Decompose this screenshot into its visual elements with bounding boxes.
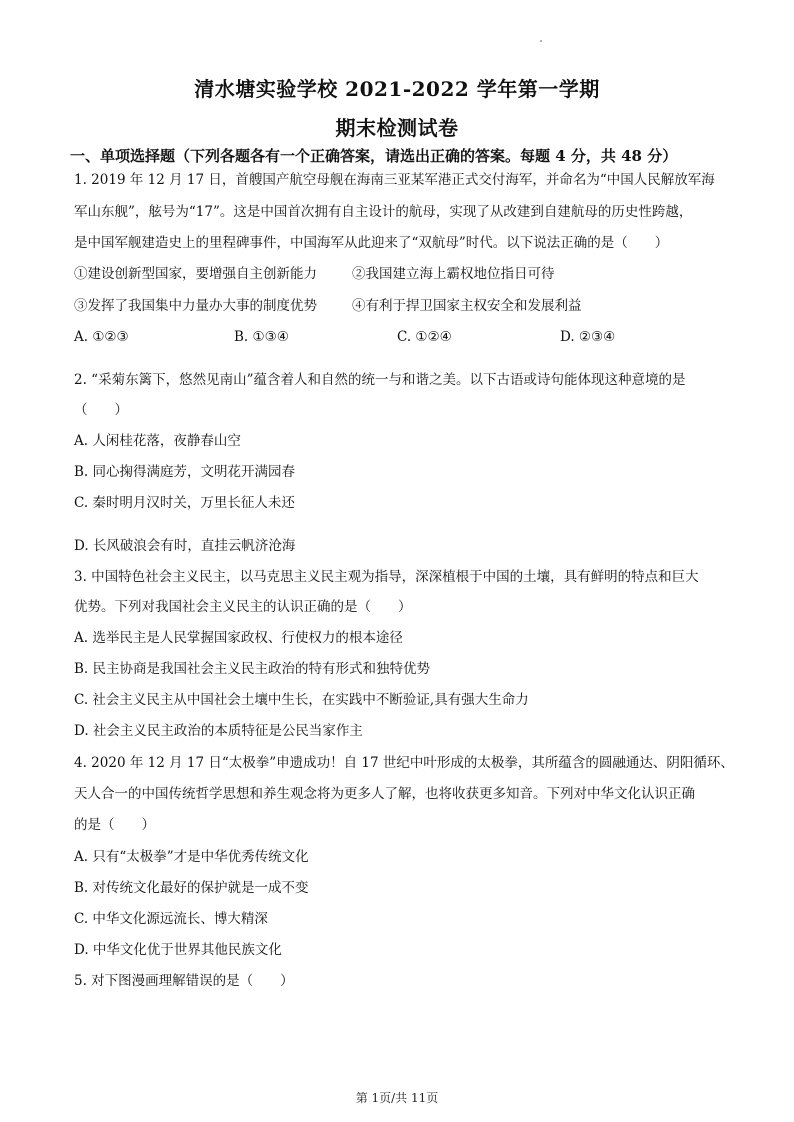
q1-stem-line1: 1. 2019 年 12 月 17 日，首艘国产航空母舰在海南三亚某军港正式交付海军，并命名为“中国人民解放军海	[74, 172, 715, 188]
q4-option-a: A. 只有“太极拳”才是中华优秀传统文化	[74, 849, 309, 865]
q4-option-c: C. 中华文化源远流长、博大精深	[74, 911, 268, 927]
q3-option-b: B. 民主协商是我国社会主义民主政治的特有形式和独特优势	[74, 661, 431, 677]
exam-title: 清水塘实验学校 2021-2022 学年第一学期	[194, 77, 600, 101]
q3-option-a: A. 选举民主是人民掌握国家政权、行使权力的根本途径	[74, 630, 403, 646]
q1-statement-4: ④有利于捍卫国家主权安全和发展利益	[352, 298, 582, 314]
q1-statement-3: ③发挥了我国集中力量办大事的制度优势	[74, 298, 317, 314]
q1-option-d: D. ②③④	[560, 329, 616, 345]
q2-option-c: C. 秦时明月汉时关，万里长征人未还	[74, 495, 295, 511]
q1-stem-line2: 军山东舰”，舷号为“17”。这是中国首次拥有自主设计的航母，实现了从改建到自建航母的历史性跨越，	[74, 204, 693, 220]
q4-option-d: D. 中华文化优于世界其他民族文化	[74, 942, 282, 958]
q1-option-a: A. ①②③	[74, 329, 129, 345]
q2-option-a: A. 人闲桂花落，夜静春山空	[74, 433, 241, 449]
q1-option-b: B. ①③④	[234, 329, 289, 345]
q2-stem-line1: 2. “采菊东篱下，悠然见南山”蕴含着人和自然的统一与和谐之美。以下古语或诗句能体现这种意境的是	[74, 372, 686, 388]
q4-stem-line2: 天人合一的中国传统哲学思想和养生观念将为更多人了解，也将收获更多知音。下列对中华文化认识正确	[74, 786, 695, 802]
q5-stem-line1: 5. 对下图漫画理解错误的是（ ）	[74, 973, 294, 989]
q2-stem-line2: （ ）	[74, 402, 128, 418]
q3-option-c: C. 社会主义民主从中国社会土壤中生长，在实践中不断验证,具有强大生命力	[74, 692, 529, 708]
q4-stem-line1: 4. 2020 年 12 月 17 日“太极拳”申遗成功！自 17 世纪中叶形成的太极拳，其所蕴含的圆融通达、阴阳循环、	[74, 755, 734, 771]
q1-statement-2: ②我国建立海上霸权地位指日可待	[352, 266, 555, 282]
q2-option-b: B. 同心掬得满庭芳，文明花开满园春	[74, 464, 296, 480]
exam-subtitle: 期末检测试卷	[335, 116, 459, 140]
q4-stem-line3: 的是（ ）	[74, 817, 155, 833]
q2-option-d: D. 长风破浪会有时，直挂云帆济沧海	[74, 538, 296, 554]
scan-speck	[540, 40, 542, 42]
q1-stem-line3: 是中国军舰建造史上的里程碑事件，中国海军从此迎来了“双航母”时代。以下说法正确的是（ ）	[74, 235, 669, 251]
q1-statement-1: ①建设创新型国家，要增强自主创新能力	[74, 266, 317, 282]
q1-option-c: C. ①②④	[397, 329, 452, 345]
section-heading-single-choice: 一、单项选择题（下列各题各有一个正确答案，请选出正确的答案。每题 4 分，共 48 分）	[70, 147, 678, 165]
q3-stem-line1: 3. 中国特色社会主义民主，以马克思主义民主观为指导，深深植根于中国的土壤，具有鲜明的特点和巨大	[74, 569, 699, 585]
q4-option-b: B. 对传统文化最好的保护就是一成不变	[74, 880, 309, 896]
q3-stem-line2: 优势。下列对我国社会主义民主的认识正确的是（ ）	[74, 599, 412, 615]
q3-option-d: D. 社会主义民主政治的本质特征是公民当家作主	[74, 723, 363, 739]
page-footer: 第 1页/共 11页	[355, 1091, 439, 1105]
